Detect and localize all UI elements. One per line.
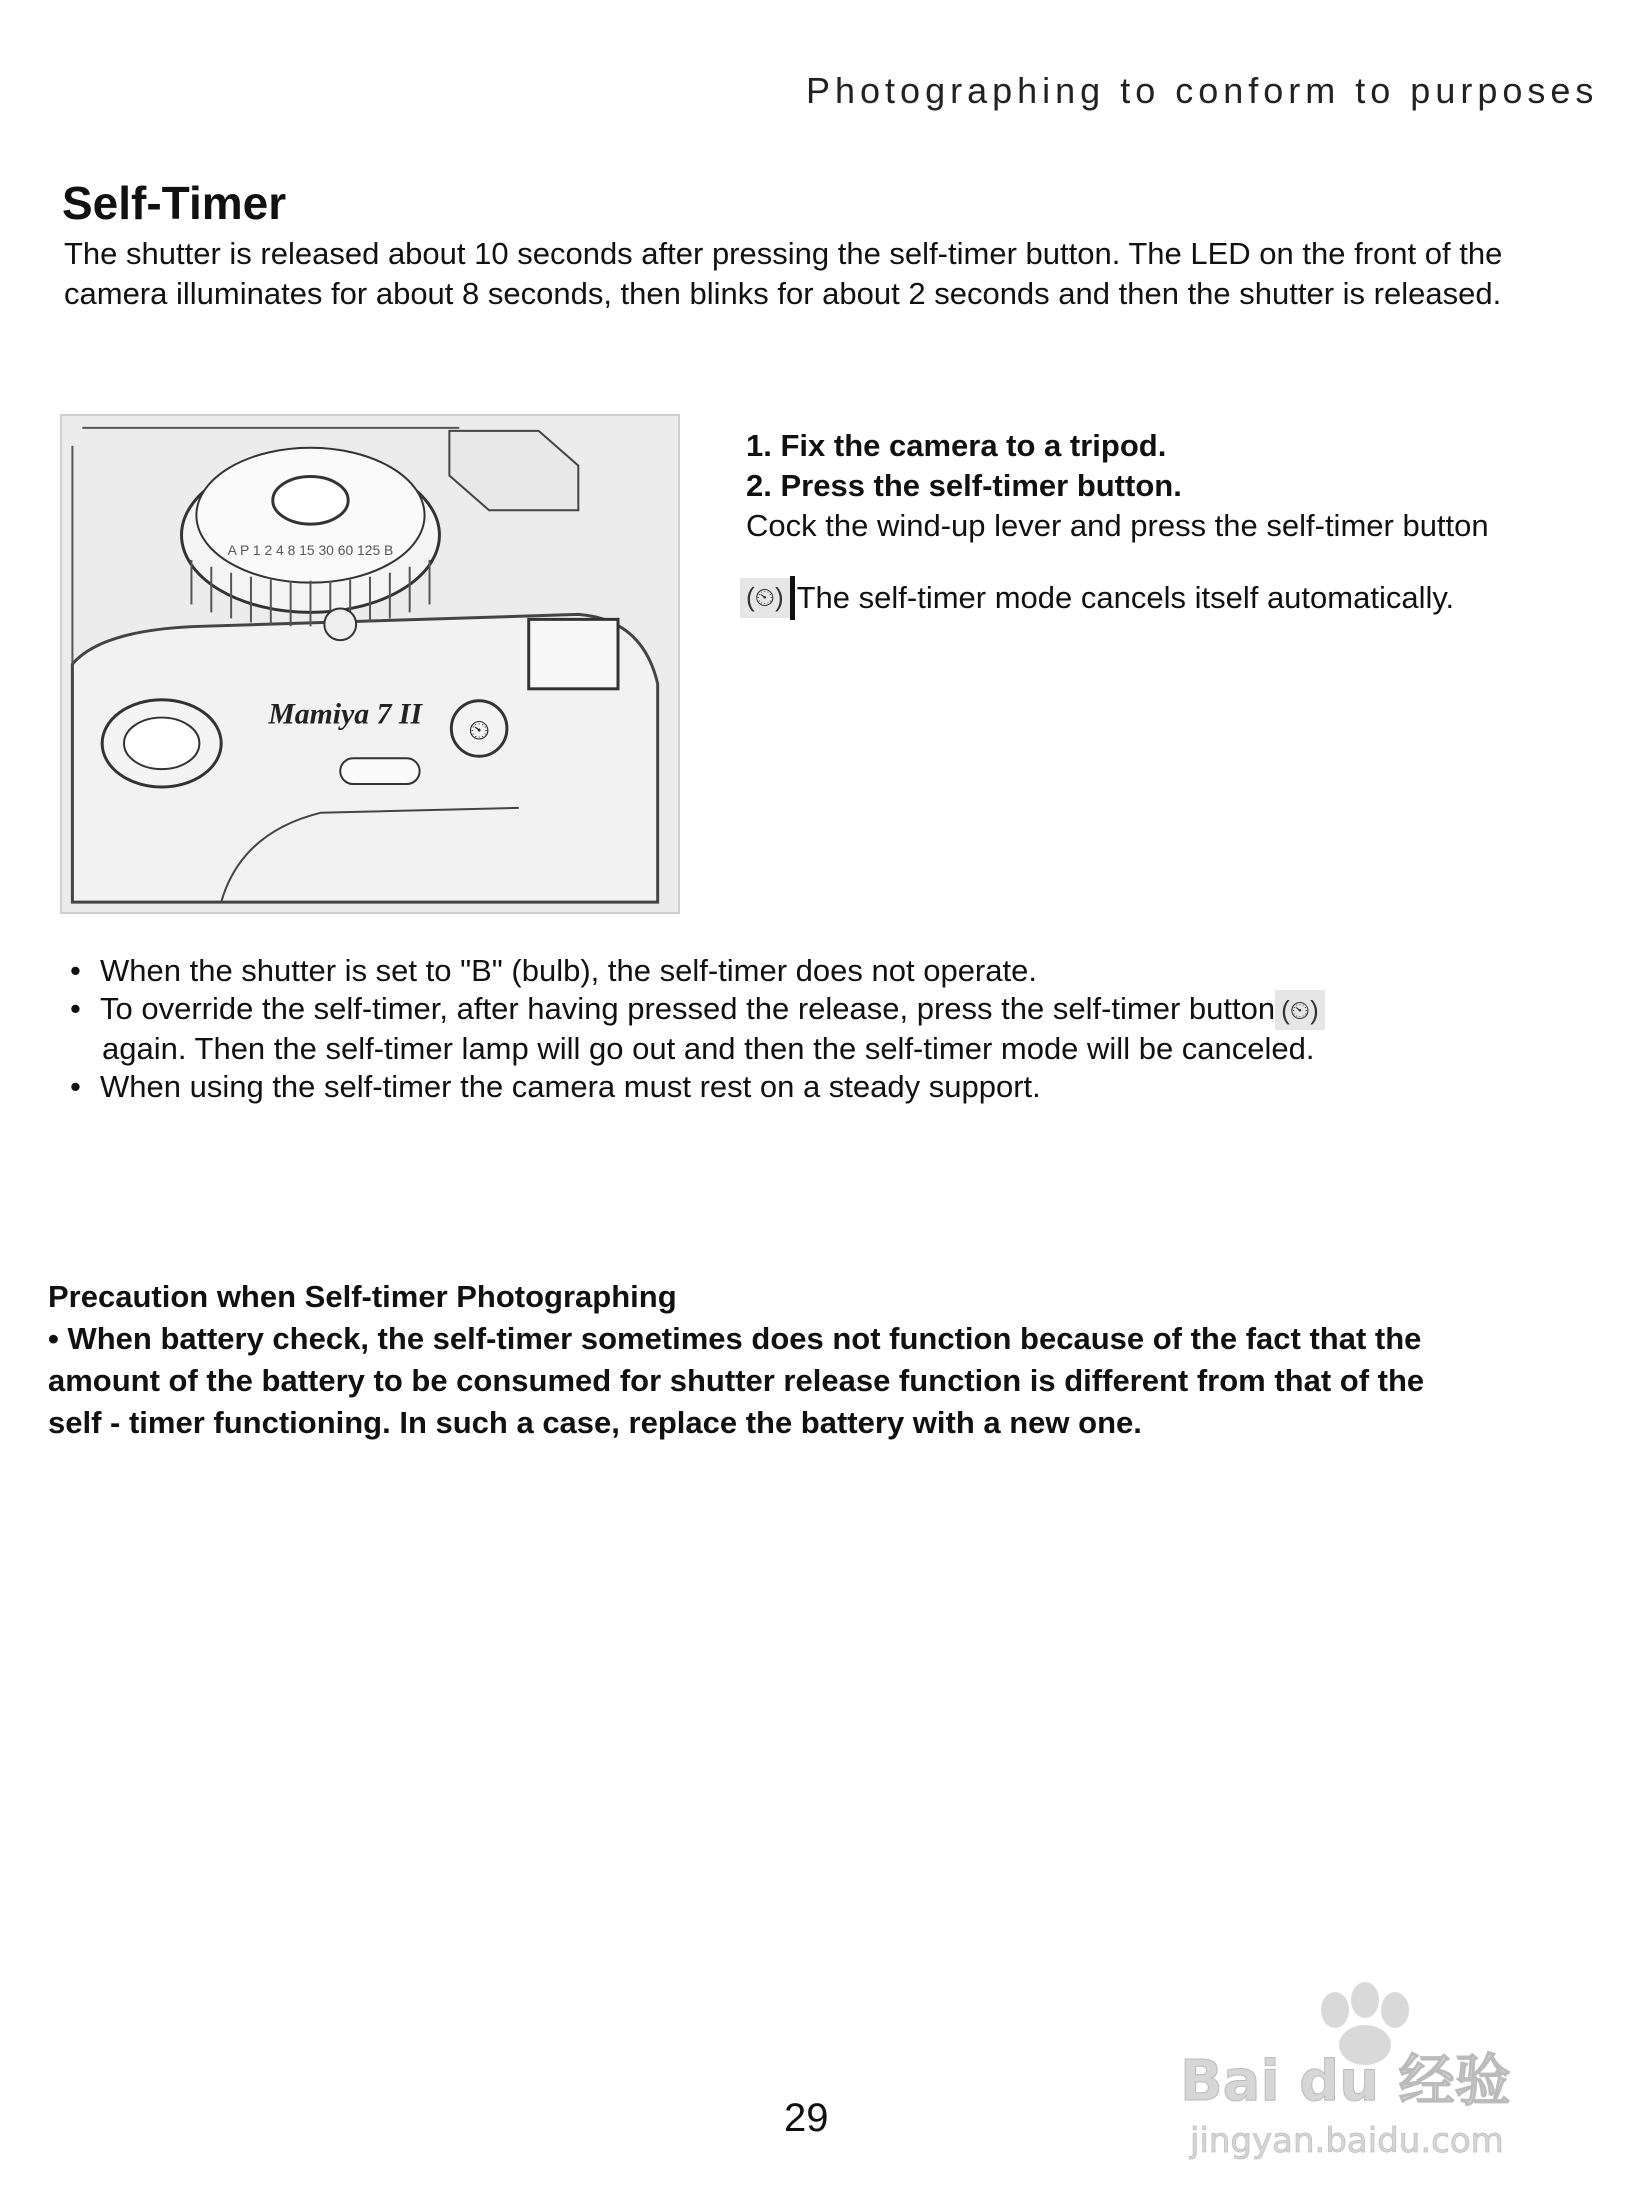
camera-illustration xyxy=(60,414,680,914)
paw-icon xyxy=(1170,1960,1590,2160)
dial-marks-text: A P 1 2 4 8 15 30 60 125 B xyxy=(227,541,394,558)
bullet-icon: • xyxy=(70,1069,81,1104)
page-title: Self-Timer xyxy=(62,177,287,229)
intro-line-1: The shutter is released about 10 seconds after pressing the self-timer button. The LED on the front of the xyxy=(64,236,1503,271)
steps-block xyxy=(746,426,1616,546)
intro-paragraph xyxy=(64,234,1604,314)
bullet-text-2b: again. Then the self-timer lamp will go out and then the self-timer mode will be canceled. xyxy=(102,1031,1315,1066)
bullet-text-1: When the shutter is set to "B" (bulb), the self-timer does not operate. xyxy=(100,953,1037,988)
precaution-heading: Precaution when Self-timer Photographing xyxy=(48,1279,677,1314)
list-item xyxy=(66,952,1606,990)
precaution-line-3: self - timer functioning. In such a case, replace the battery with a new one. xyxy=(48,1405,1142,1440)
cancel-text: The self-timer mode cancels itself automatically. xyxy=(796,580,1455,615)
step-2-text: Cock the wind-up lever and press the self-timer button xyxy=(746,508,1489,543)
notes-list xyxy=(66,952,1606,1106)
precaution-line-1: • When battery check, the self-timer sometimes does not function because of the fact that the xyxy=(48,1321,1422,1356)
self-timer-icon: (⏲) xyxy=(740,578,790,618)
self-timer-icon: (⏲) xyxy=(1275,990,1325,1030)
list-item xyxy=(66,990,1606,1030)
bullet-text-3: When using the self-timer the camera must rest on a steady support. xyxy=(100,1069,1041,1104)
baidu-watermark xyxy=(1170,1960,1590,2160)
step-1: 1. Fix the camera to a tripod. xyxy=(746,428,1167,463)
cancel-note xyxy=(740,576,1454,620)
intro-line-2: camera illuminates for about 8 seconds, then blinks for about 2 seconds and then the shutter is released. xyxy=(64,276,1502,311)
precaution-block xyxy=(48,1276,1608,1444)
precaution-line-2: amount of the battery to be consumed for shutter release function is different from that of the xyxy=(48,1363,1425,1398)
bullet-icon: • xyxy=(70,953,81,988)
watermark-url: jingyan.baidu.com xyxy=(1190,2121,1504,2160)
text-cursor xyxy=(790,576,795,620)
camera-brand-label: Mamiya 7 II xyxy=(268,697,423,731)
watermark-brand: Bai du 经验 xyxy=(1180,2049,1511,2114)
list-item xyxy=(66,1068,1606,1106)
section-header: Photographing to conform to purposes xyxy=(806,70,1599,111)
step-2: 2. Press the self-timer button. xyxy=(746,468,1182,503)
svg-text:⏲: ⏲ xyxy=(468,713,490,747)
bullet-icon: • xyxy=(70,991,81,1026)
bullet-text-2a: To override the self-timer, after having pressed the release, press the self-timer button xyxy=(100,991,1276,1026)
page-number: 29 xyxy=(784,2096,829,2140)
camera-drawing xyxy=(62,416,678,912)
